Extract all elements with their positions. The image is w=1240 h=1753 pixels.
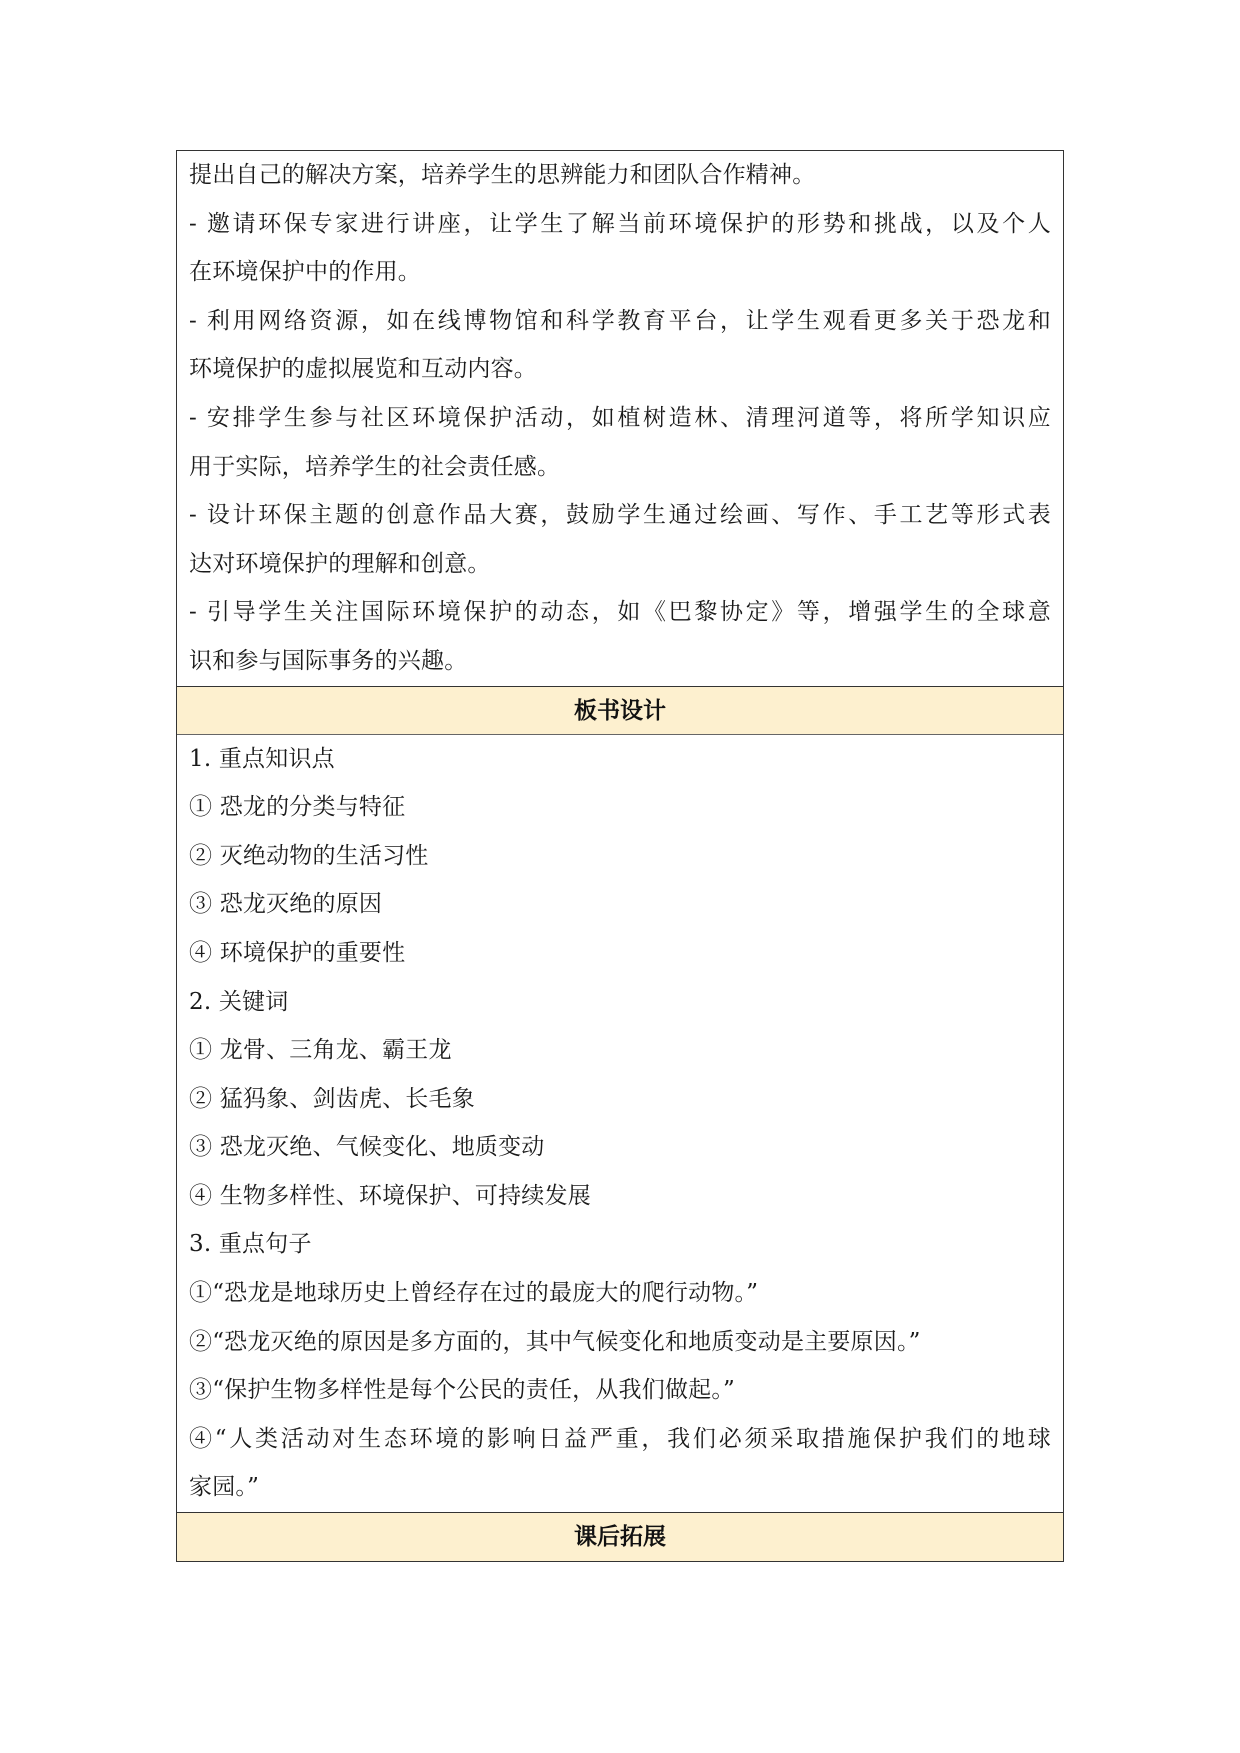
keywords-heading: 2. 关键词: [189, 988, 289, 1015]
activities-line: - 引导学生关注国际环境保护的动态，如《巴黎协定》等，增强学生的全球意: [189, 599, 1051, 626]
lesson-plan-table: [176, 150, 1064, 1562]
board-design-header: 板书设计: [177, 686, 1063, 735]
activities-line: 环境保护的虚拟展览和互动内容。: [189, 356, 537, 383]
after-class-header: 课后拓展: [177, 1512, 1063, 1561]
key-sentence-line: ④“人类活动对生态环境的影响日益严重，我们必须采取措施保护我们的地球: [189, 1425, 1051, 1452]
key-sentence-line: 家园。”: [189, 1474, 260, 1501]
key-point-item: ① 恐龙的分类与特征: [189, 794, 406, 821]
key-point-item: ② 灭绝动物的生活习性: [189, 842, 429, 869]
key-point-item: ④ 环境保护的重要性: [189, 939, 406, 966]
key-sentence-line: ②“恐龙灭绝的原因是多方面的，其中气候变化和地质变动是主要原因。”: [189, 1328, 921, 1355]
key-sentence-line: ①“恐龙是地球历史上曾经存在过的最庞大的爬行动物。”: [189, 1280, 759, 1307]
keyword-item: ① 龙骨、三角龙、霸王龙: [189, 1037, 452, 1064]
activities-line: 用于实际，培养学生的社会责任感。: [189, 453, 561, 480]
key-point-item: ③ 恐龙灭绝的原因: [189, 891, 383, 918]
key-sentence-line: ③“保护生物多样性是每个公民的责任，从我们做起。”: [189, 1377, 736, 1404]
activities-line: - 设计环保主题的创意作品大赛，鼓励学生通过绘画、写作、手工艺等形式表: [189, 502, 1051, 529]
activities-line: - 利用网络资源，如在线博物馆和科学教育平台，让学生观看更多关于恐龙和: [189, 307, 1051, 334]
board-design-cell: [177, 735, 1063, 1513]
activities-line: - 邀请环保专家进行讲座，让学生了解当前环境保护的形势和挑战，以及个人: [189, 210, 1051, 237]
keyword-item: ③ 恐龙灭绝、气候变化、地质变动: [189, 1134, 545, 1161]
key-points-heading: 1. 重点知识点: [189, 745, 335, 772]
keyword-item: ④ 生物多样性、环境保护、可持续发展: [189, 1182, 591, 1209]
activities-cell: [177, 151, 1063, 686]
key-sentences-heading: 3. 重点句子: [189, 1231, 312, 1258]
activities-line: 识和参与国际事务的兴趣。: [189, 647, 468, 674]
activities-line: 达对环境保护的理解和创意。: [189, 550, 491, 577]
keyword-item: ② 猛犸象、剑齿虎、长毛象: [189, 1085, 475, 1112]
activities-line: 在环境保护中的作用。: [189, 259, 421, 286]
activities-line: - 安排学生参与社区环境保护活动，如植树造林、清理河道等，将所学知识应: [189, 404, 1051, 431]
activities-line: 提出自己的解决方案，培养学生的思辨能力和团队合作精神。: [189, 162, 816, 188]
